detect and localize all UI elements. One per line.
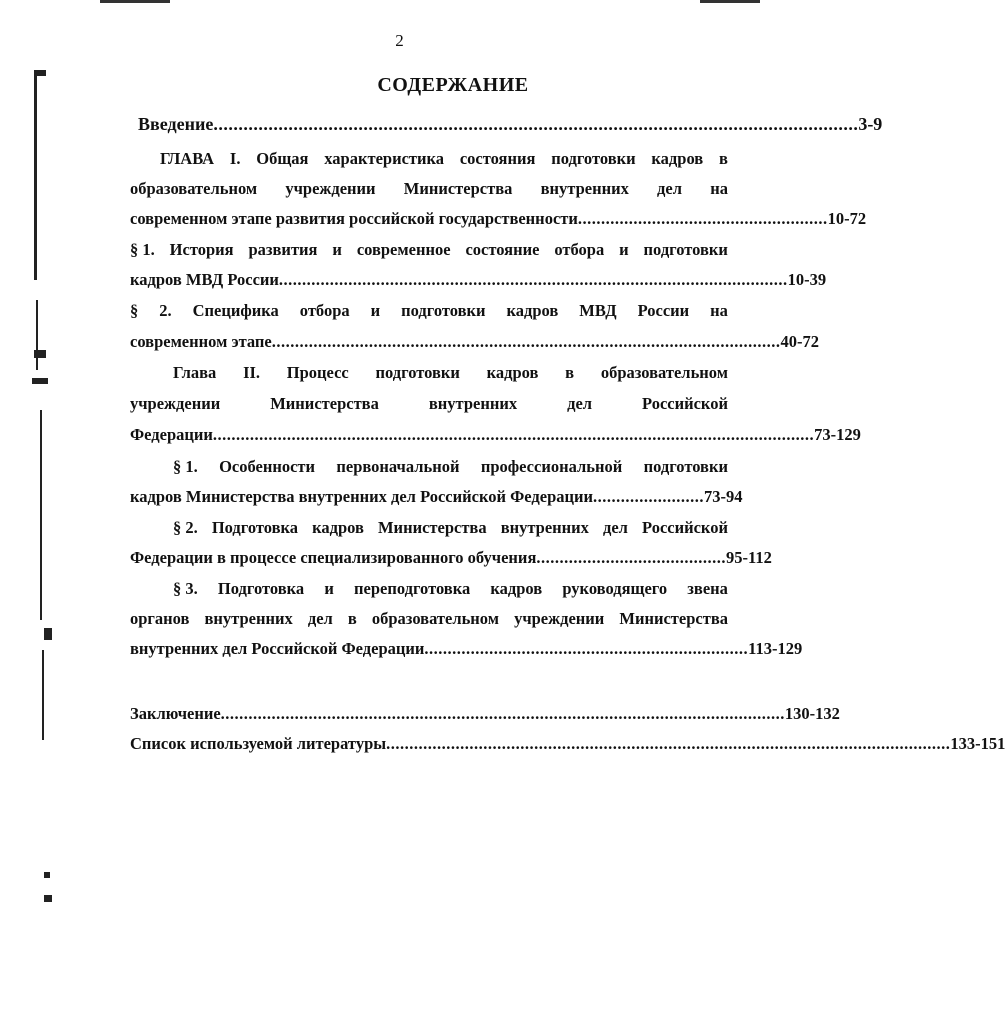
scan-artifact bbox=[44, 872, 50, 878]
toc-pages: 95-112 bbox=[726, 548, 772, 567]
toc-section2-3-line3 bbox=[130, 638, 803, 660]
word: образовательном bbox=[130, 179, 258, 198]
toc-pages: 130-132 bbox=[784, 704, 840, 723]
toc-pages: 133-151 bbox=[950, 734, 1005, 753]
word: МВД bbox=[579, 301, 617, 320]
dot-leader: ...................................................................... bbox=[424, 639, 749, 658]
word: в bbox=[565, 363, 575, 382]
word: органов bbox=[130, 609, 190, 628]
word: Министерства bbox=[403, 179, 513, 198]
word: дел bbox=[603, 518, 628, 537]
toc-section2-1-line1 bbox=[173, 456, 728, 478]
toc-label: Список используемой литературы bbox=[130, 734, 387, 753]
scan-artifact bbox=[32, 378, 48, 384]
toc-label: Федерации в процессе специализированного обучения bbox=[130, 548, 537, 567]
dot-leader: .......................................................................................................................... bbox=[386, 734, 951, 753]
scan-artifact bbox=[700, 0, 760, 3]
word: отбора bbox=[554, 240, 605, 259]
toc-section1-1-line1 bbox=[130, 239, 728, 261]
word: кадров bbox=[651, 149, 704, 168]
page-title: СОДЕРЖАНИЕ bbox=[377, 74, 529, 96]
toc-section2-3-line1 bbox=[173, 578, 728, 600]
word: кадров bbox=[506, 301, 559, 320]
toc-chapter1-line2 bbox=[130, 178, 728, 200]
word: в bbox=[347, 609, 357, 628]
scan-artifact bbox=[44, 628, 52, 640]
word: профессиональной bbox=[480, 457, 623, 476]
word: внутренних bbox=[204, 609, 293, 628]
toc-label: Заключение bbox=[130, 704, 221, 723]
word: и bbox=[370, 301, 381, 320]
toc-section2-2-line2 bbox=[130, 547, 772, 569]
word: дел bbox=[657, 179, 682, 198]
scan-artifact bbox=[34, 70, 37, 280]
word: Российской bbox=[642, 394, 728, 413]
word: § bbox=[130, 301, 139, 320]
toc-chapter1-line3 bbox=[130, 208, 867, 230]
toc-entry-conclusion bbox=[130, 703, 840, 725]
word: и bbox=[332, 240, 342, 259]
word: образовательном bbox=[371, 609, 499, 628]
word: Общая bbox=[256, 149, 309, 168]
word: подготовки bbox=[375, 363, 460, 382]
word: подготовки bbox=[643, 457, 728, 476]
word: кадров bbox=[486, 363, 539, 382]
toc-section1-1-line2 bbox=[130, 269, 827, 291]
word: в bbox=[719, 149, 728, 168]
word: внутренних bbox=[500, 518, 589, 537]
dot-leader: .............................................................................................................. bbox=[271, 332, 781, 351]
word: кадров bbox=[312, 518, 364, 537]
toc-chapter2-line1 bbox=[173, 362, 728, 384]
toc-entry-literature bbox=[130, 733, 1005, 755]
dot-leader: .............................................................................................................. bbox=[278, 270, 788, 289]
toc-pages: 113-129 bbox=[748, 639, 803, 658]
word: подготовки bbox=[551, 149, 636, 168]
toc-pages: 10-72 bbox=[827, 209, 867, 228]
toc-chapter2-line3 bbox=[130, 424, 861, 446]
word: 2. bbox=[159, 301, 172, 320]
toc-section1-2-line2 bbox=[130, 331, 819, 353]
dot-leader: ...................................................... bbox=[577, 209, 828, 228]
toc-label: Введение bbox=[138, 114, 214, 134]
toc-pages: 73-94 bbox=[704, 487, 743, 506]
word: § 2. bbox=[173, 518, 198, 537]
word: образовательном bbox=[600, 363, 728, 382]
word: Глава bbox=[173, 363, 217, 382]
toc-pages: 10-39 bbox=[787, 270, 827, 289]
word: состояния bbox=[459, 149, 536, 168]
word: Российской bbox=[642, 518, 728, 537]
word: руководящего bbox=[562, 579, 668, 598]
word: отбора bbox=[299, 301, 350, 320]
word: состояние bbox=[465, 240, 540, 259]
dot-leader: ................................................................................................................................. bbox=[213, 114, 859, 134]
toc-chapter2-line2 bbox=[130, 393, 728, 415]
word: и bbox=[324, 579, 334, 598]
word: на bbox=[710, 179, 728, 198]
dot-leader: .................................................................................................................................. bbox=[212, 425, 815, 444]
toc-pages: 73-129 bbox=[814, 425, 861, 444]
word: России bbox=[637, 301, 690, 320]
scan-artifact bbox=[42, 650, 44, 740]
toc-chapter1-line1 bbox=[160, 148, 728, 170]
scan-artifact bbox=[34, 350, 46, 358]
toc-pages: 3-9 bbox=[858, 114, 883, 134]
word: учреждении bbox=[285, 179, 376, 198]
word: § 1. bbox=[130, 240, 155, 259]
word: первоначальной bbox=[336, 457, 460, 476]
word: I. bbox=[229, 149, 241, 168]
toc-label: Федерации bbox=[130, 425, 213, 444]
dot-leader: ......................................... bbox=[536, 548, 726, 567]
word: Министерства bbox=[270, 394, 379, 413]
word: § 3. bbox=[173, 579, 198, 598]
word: ГЛАВА bbox=[160, 149, 215, 168]
toc-section2-1-line2 bbox=[130, 486, 743, 508]
word: учреждении bbox=[514, 609, 605, 628]
dot-leader: .......................................................................................................................... bbox=[220, 704, 785, 723]
word: и bbox=[619, 240, 629, 259]
word: Особенности bbox=[219, 457, 316, 476]
scan-artifact bbox=[36, 300, 38, 370]
toc-section1-2-line1 bbox=[130, 300, 728, 322]
toc-pages: 40-72 bbox=[780, 332, 819, 351]
word: Министерства bbox=[377, 518, 487, 537]
scan-artifact bbox=[44, 895, 52, 902]
word: II. bbox=[243, 363, 261, 382]
word: учреждении bbox=[130, 394, 221, 413]
toc-label: внутренних дел Российской Федерации bbox=[130, 639, 425, 658]
dot-leader: ........................ bbox=[593, 487, 705, 506]
word: внутренних bbox=[540, 179, 629, 198]
word: Подготовка bbox=[211, 518, 299, 537]
word: характеристика bbox=[324, 149, 445, 168]
word: звена bbox=[687, 579, 728, 598]
word: подготовки bbox=[643, 240, 728, 259]
word: Министерства bbox=[619, 609, 728, 628]
scan-artifact bbox=[100, 0, 170, 3]
word: дел bbox=[567, 394, 593, 413]
toc-label: кадров МВД России bbox=[130, 270, 279, 289]
word: кадров bbox=[490, 579, 543, 598]
word: История bbox=[169, 240, 234, 259]
toc-label: современном этапе развития российской государственности bbox=[130, 209, 578, 228]
word: переподготовка bbox=[354, 579, 471, 598]
word: подготовки bbox=[401, 301, 486, 320]
page-number: 2 bbox=[395, 31, 404, 50]
word: современное bbox=[356, 240, 451, 259]
word: Процесс bbox=[286, 363, 349, 382]
word: развития bbox=[248, 240, 318, 259]
word: Подготовка bbox=[217, 579, 305, 598]
word: § 1. bbox=[173, 457, 198, 476]
word: на bbox=[710, 301, 728, 320]
toc-entry-intro bbox=[138, 113, 883, 135]
toc-section2-3-line2 bbox=[130, 608, 728, 630]
word: внутренних bbox=[428, 394, 518, 413]
word: дел bbox=[307, 609, 333, 628]
word: Специфика bbox=[192, 301, 279, 320]
toc-label: кадров Министерства внутренних дел Российской Федерации bbox=[130, 487, 594, 506]
toc-section2-2-line1 bbox=[173, 517, 728, 539]
toc-label: современном этапе bbox=[130, 332, 272, 351]
scan-artifact bbox=[40, 410, 42, 620]
